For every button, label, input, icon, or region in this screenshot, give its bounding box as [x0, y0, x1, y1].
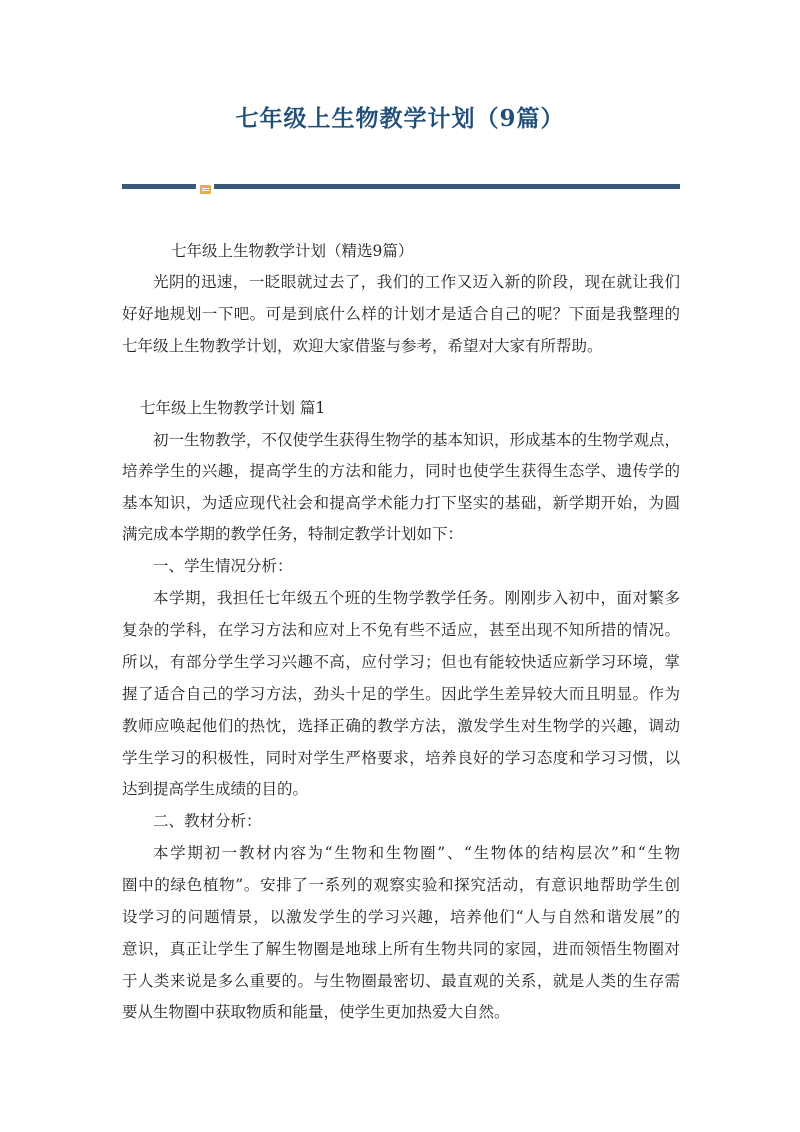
paragraph-line: 培养学生的兴趣，提高学生的方法和能力，同时也使学生获得生态学、遗传学的: [122, 462, 680, 480]
intro-line: 七年级上生物教学计划，欢迎大家借鉴与参考，希望对大家有所帮助。: [122, 337, 603, 355]
title-divider: [122, 181, 680, 191]
section-heading: 七年级上生物教学计划 篇1: [140, 399, 326, 417]
paragraph-line: 于人类来说是多么重要的。与生物圈最密切、最直观的关系，就是人类的生存需: [122, 972, 680, 990]
paragraph-line: 学生学习的积极性，同时对学生严格要求，培养良好的学习态度和学习习惯，以: [122, 749, 680, 767]
intro-line: 光阴的迅速，一眨眼就过去了，我们的工作又迈入新的阶段，现在就让我们: [153, 273, 680, 291]
paragraph-line: 圈中的绿色植物”。安排了一系列的观察实验和探究活动，有意识地帮助学生创: [122, 876, 680, 894]
paragraph-line: 所以，有部分学生学习兴趣不高，应付学习；但也有能较快适应新学习环境，掌: [122, 653, 680, 671]
intro-line: 好好地规划一下吧。可是到底什么样的计划才是适合自己的呢？下面是我整理的: [122, 305, 680, 323]
paragraph-line: 本学期初一教材内容为“生物和生物圈”、“生物体的结构层次”和“生物: [153, 844, 680, 862]
paragraph-line: 握了适合自己的学习方法，劲头十足的学生。因此学生差异较大而且明显。作为: [122, 685, 680, 703]
subheading-student-analysis: 一、学生情况分析：: [153, 557, 293, 575]
paragraph-line: 本学期，我担任七年级五个班的生物学教学任务。刚刚步入初中，面对繁多: [153, 589, 680, 607]
paragraph-line: 复杂的学科，在学习方法和应对上不免有些不适应，甚至出现不知所措的情况。: [122, 621, 680, 639]
paragraph-line: 意识，真正让学生了解生物圈是地球上所有生物共同的家园，进而领悟生物圈对: [122, 940, 680, 958]
subheading-textbook-analysis: 二、教材分析：: [153, 812, 262, 830]
divider-bar-right: [214, 184, 680, 189]
paragraph-line: 基本知识，为适应现代社会和提高学术能力打下坚实的基础，新学期开始，为圆: [122, 494, 680, 512]
document-title: 七年级上生物教学计划（9篇）: [235, 105, 565, 132]
paragraph-line: 教师应唤起他们的热忱，选择正确的教学方法，激发学生对生物学的兴趣，调动: [122, 717, 680, 735]
document-subtitle: 七年级上生物教学计划（精选9篇）: [171, 242, 414, 260]
divider-bar-left: [122, 184, 196, 189]
paragraph-line: 初一生物教学，不仅使学生获得生物学的基本知识，形成基本的生物学观点，: [153, 431, 680, 449]
divider-emblem-icon: [200, 181, 211, 190]
paragraph-line: 要从生物圈中获取物质和能量，使学生更加热爱大自然。: [122, 1003, 510, 1021]
paragraph-line: 设学习的问题情景，以激发学生的学习兴趣，培养他们“人与自然和谐发展”的: [122, 908, 680, 926]
paragraph-line: 满完成本学期的教学任务，特制定教学计划如下：: [122, 525, 464, 543]
paragraph-line: 达到提高学生成绩的目的。: [122, 780, 309, 798]
